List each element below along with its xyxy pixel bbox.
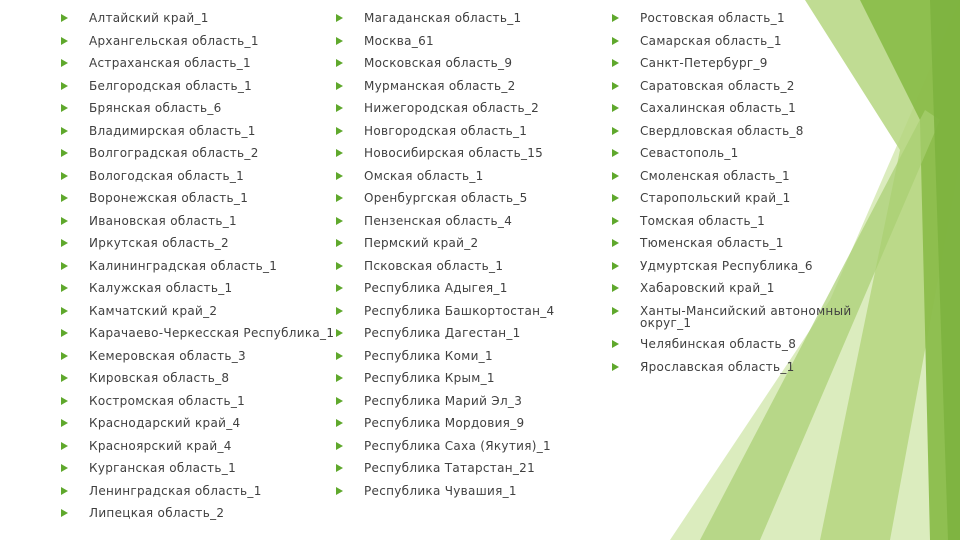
triangle-bullet-icon [336, 217, 343, 225]
triangle-bullet-icon [61, 82, 68, 90]
region-label: Пензенская область_4 [364, 213, 513, 228]
region-label: Санкт-Петербург_9 [640, 56, 768, 70]
triangle-bullet-icon [612, 284, 619, 292]
triangle-bullet-icon [61, 419, 68, 427]
region-list-item [336, 417, 606, 429]
region-list-item [336, 395, 606, 407]
region-label: Кемеровская область_3 [89, 348, 246, 363]
region-list-item [336, 170, 606, 182]
triangle-bullet-icon [336, 149, 343, 157]
region-label: Воронежская область_1 [89, 191, 249, 205]
region-label: Старопольский край_1 [640, 191, 791, 205]
region-label: Республика Адыгея_1 [364, 281, 508, 295]
triangle-bullet-icon [336, 419, 343, 427]
triangle-bullet-icon [61, 262, 68, 270]
region-label: Магаданская область_1 [364, 11, 522, 25]
region-list-item [61, 305, 331, 317]
region-list-item [336, 147, 606, 159]
triangle-bullet-icon [336, 239, 343, 247]
region-list-item [612, 338, 862, 350]
region-list-item [61, 417, 331, 429]
region-label: Ростовская область_1 [640, 11, 785, 25]
triangle-bullet-icon [61, 59, 68, 67]
region-label: Владимирская область_1 [89, 123, 256, 138]
triangle-bullet-icon [612, 239, 619, 247]
region-label: Вологодская область_1 [89, 168, 245, 183]
triangle-bullet-icon [612, 262, 619, 270]
triangle-bullet-icon [336, 487, 343, 495]
region-label: Свердловская область_8 [640, 123, 804, 138]
region-label: Иркутская область_2 [89, 236, 229, 250]
triangle-bullet-icon [336, 464, 343, 472]
region-list-item [336, 462, 606, 474]
region-label: Смоленская область_1 [640, 168, 790, 183]
region-list-item [61, 462, 331, 474]
region-list-item [61, 125, 331, 137]
region-list-item [612, 147, 862, 159]
triangle-bullet-icon [612, 59, 619, 67]
region-list-item [336, 350, 606, 362]
region-list-item [612, 80, 862, 92]
region-label: Новосибирская область_15 [364, 146, 544, 160]
region-list-item [336, 372, 606, 384]
region-label: Ивановская область_1 [89, 213, 237, 228]
triangle-bullet-icon [612, 82, 619, 90]
triangle-bullet-icon [336, 59, 343, 67]
region-label: Республика Саха (Якутия)_1 [364, 438, 551, 453]
triangle-bullet-icon [61, 172, 68, 180]
region-list-item [61, 282, 331, 294]
region-list-item [61, 147, 331, 159]
region-label: Сахалинская область_1 [640, 101, 797, 115]
region-list-item [61, 170, 331, 182]
region-label: Псковская область_1 [364, 258, 504, 273]
region-list-item [612, 170, 862, 182]
triangle-bullet-icon [336, 37, 343, 45]
triangle-bullet-icon [336, 307, 343, 315]
region-list-item [61, 102, 331, 114]
triangle-bullet-icon [61, 329, 68, 337]
region-label: Астраханская область_1 [89, 56, 251, 70]
region-label: Республика Дагестан_1 [364, 326, 521, 340]
region-list-item [336, 237, 606, 249]
triangle-bullet-icon [612, 340, 619, 348]
region-list-item [336, 485, 606, 497]
region-label: Нижегородская область_2 [364, 101, 540, 115]
region-list-item [61, 192, 331, 204]
triangle-bullet-icon [61, 149, 68, 157]
region-list-item [61, 395, 331, 407]
region-label: Брянская область_6 [89, 101, 222, 115]
triangle-bullet-icon [61, 14, 68, 22]
region-label: Новгородская область_1 [364, 123, 528, 138]
region-label: Кировская область_8 [89, 371, 230, 385]
region-label: Пермский край_2 [364, 236, 479, 250]
region-list-item [336, 80, 606, 92]
triangle-bullet-icon [61, 217, 68, 225]
region-label: Республика Крым_1 [364, 371, 495, 385]
triangle-bullet-icon [336, 329, 343, 337]
triangle-bullet-icon [612, 37, 619, 45]
region-list-item [61, 350, 331, 362]
triangle-bullet-icon [336, 442, 343, 450]
triangle-bullet-icon [61, 239, 68, 247]
region-label: Камчатский край_2 [89, 303, 218, 318]
region-label: Красноярский край_4 [89, 438, 232, 453]
region-list-item [61, 215, 331, 227]
region-label: Костромская область_1 [89, 393, 246, 408]
triangle-bullet-icon [612, 149, 619, 157]
region-label: Волгоградская область_2 [89, 146, 259, 160]
region-label: Алтайский край_1 [89, 11, 209, 25]
triangle-bullet-icon [336, 104, 343, 112]
region-list-item [336, 215, 606, 227]
region-list-item [612, 35, 862, 47]
region-label: Республика Коми_1 [364, 348, 493, 363]
region-list-item [61, 507, 331, 519]
region-label: Самарская область_1 [640, 33, 782, 48]
region-label: Краснодарский край_4 [89, 416, 241, 430]
region-list-item [61, 372, 331, 384]
region-label: Калининградская область_1 [89, 258, 278, 273]
triangle-bullet-icon [612, 194, 619, 202]
region-list-item [612, 125, 862, 137]
region-list-item [612, 282, 862, 294]
triangle-bullet-icon [61, 37, 68, 45]
region-list-item [61, 35, 331, 47]
region-list-item [612, 237, 862, 249]
triangle-bullet-icon [612, 127, 619, 135]
region-list-item [61, 237, 331, 249]
triangle-bullet-icon [61, 284, 68, 292]
triangle-bullet-icon [336, 374, 343, 382]
triangle-bullet-icon [336, 352, 343, 360]
triangle-bullet-icon [61, 509, 68, 517]
region-list-item [61, 57, 331, 69]
triangle-bullet-icon [61, 487, 68, 495]
region-list-item [612, 305, 862, 329]
region-list-item [61, 80, 331, 92]
triangle-bullet-icon [61, 442, 68, 450]
region-label: Республика Башкортостан_4 [364, 303, 555, 318]
triangle-bullet-icon [61, 127, 68, 135]
region-label: Саратовская область_2 [640, 78, 795, 93]
triangle-bullet-icon [336, 397, 343, 405]
region-list-item [336, 260, 606, 272]
region-label: Мурманская область_2 [364, 78, 516, 93]
region-label: Омская область_1 [364, 168, 484, 183]
region-label: Республика Чувашия_1 [364, 483, 517, 498]
region-label: Архангельская область_1 [89, 33, 259, 48]
region-list-item [612, 12, 862, 24]
region-list-item [612, 102, 862, 114]
region-list-item [336, 327, 606, 339]
region-list-item [612, 192, 862, 204]
triangle-bullet-icon [612, 217, 619, 225]
region-label: Севастополь_1 [640, 146, 739, 160]
triangle-bullet-icon [61, 397, 68, 405]
region-label: Карачаево-Черкесская Республика_1 [89, 326, 335, 340]
region-label: Ярославская область_1 [640, 359, 795, 374]
region-label: Липецкая область_2 [89, 506, 225, 520]
region-list-item [336, 282, 606, 294]
region-list-item [336, 57, 606, 69]
triangle-bullet-icon [61, 374, 68, 382]
region-label: Курганская область_1 [89, 461, 237, 475]
triangle-bullet-icon [336, 262, 343, 270]
region-label: Тюменская область_1 [640, 236, 784, 250]
triangle-bullet-icon [336, 172, 343, 180]
triangle-bullet-icon [61, 307, 68, 315]
region-label: Челябинская область_8 [640, 337, 797, 351]
region-list-item [612, 57, 862, 69]
region-label: Томская область_1 [640, 213, 766, 228]
region-list-item [336, 12, 606, 24]
region-list-item [336, 102, 606, 114]
region-label: Белгородская область_1 [89, 78, 253, 93]
triangle-bullet-icon [336, 82, 343, 90]
triangle-bullet-icon [612, 14, 619, 22]
triangle-bullet-icon [61, 352, 68, 360]
region-label: Удмуртская Республика_6 [640, 258, 813, 273]
region-list-item [612, 361, 862, 373]
triangle-bullet-icon [612, 363, 619, 371]
region-list-item [336, 125, 606, 137]
triangle-bullet-icon [336, 194, 343, 202]
region-label: Московская область_9 [364, 56, 513, 70]
triangle-bullet-icon [612, 104, 619, 112]
triangle-bullet-icon [612, 172, 619, 180]
region-list-item [336, 35, 606, 47]
region-list-item [61, 12, 331, 24]
triangle-bullet-icon [61, 194, 68, 202]
region-label: Республика Татарстан_21 [364, 461, 536, 475]
triangle-bullet-icon [336, 127, 343, 135]
region-list-item [336, 305, 606, 317]
triangle-bullet-icon [336, 284, 343, 292]
region-list-item [61, 440, 331, 452]
region-label: Калужская область_1 [89, 281, 233, 295]
triangle-bullet-icon [336, 14, 343, 22]
region-list-item [61, 326, 335, 340]
region-list-item [612, 215, 862, 227]
region-list-item [61, 260, 331, 272]
region-label: Республика Марий Эл_3 [364, 393, 523, 408]
region-list-item [336, 440, 606, 452]
region-label: Республика Мордовия_9 [364, 416, 525, 430]
region-label: Ханты-Мансийский автономный округ_1 [640, 303, 852, 330]
region-label: Оренбургская область_5 [364, 191, 528, 205]
region-list-item [61, 485, 331, 497]
region-list-item [336, 192, 606, 204]
region-label: Ленинградская область_1 [89, 483, 262, 498]
triangle-bullet-icon [612, 307, 619, 315]
region-label: Москва_61 [364, 33, 434, 48]
region-list-item [612, 260, 862, 272]
triangle-bullet-icon [61, 464, 68, 472]
region-label: Хабаровский край_1 [640, 281, 775, 295]
triangle-bullet-icon [61, 104, 68, 112]
